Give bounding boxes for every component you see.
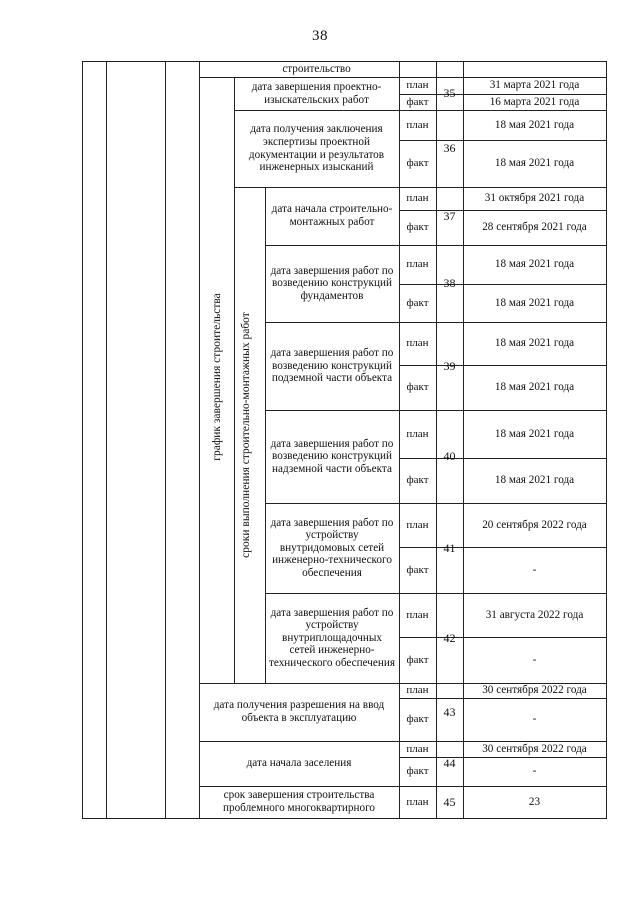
fact-label: факт [406,474,429,487]
row-number: 41 [443,540,456,555]
plan-label: план [406,742,429,755]
row-number: 45 [443,794,456,809]
plan-label: план [406,795,429,808]
fact-label: факт [406,95,429,108]
plan-date: 31 марта 2021 года [489,79,580,92]
row-label: дата завершения проектно-изыскательских работ [251,80,382,106]
page-number: 38 [312,28,328,44]
plan-label: план [406,684,429,697]
column-divider [165,61,166,818]
fact-date: 18 мая 2021 года [494,474,575,487]
plan-date: 30 сентября 2022 года [482,742,587,755]
row-label: дата начала строительно-монтажных работ [271,203,393,228]
row-number: 40 [443,449,456,464]
row-number: 36 [443,141,456,156]
plan-date: 18 мая 2021 года [494,258,575,271]
plan-date: 31 октября 2021 года [484,192,585,205]
plan-label: план [406,518,429,531]
plan-date: 30 сентября 2022 года [482,684,587,697]
fact-label: факт [406,381,429,394]
plan-value: 23 [528,795,541,808]
plan-date: 31 августа 2022 года [485,608,584,621]
row-label: дата завершения работ по возведению конструкций подземной части объекта [270,347,394,385]
row-label: дата завершения работ по возведению конструкций надземной части объекта [270,437,394,475]
plan-label: план [406,337,429,350]
table-border-bottom [82,818,607,819]
table-border-left [82,61,83,818]
fact-label: факт [406,157,429,170]
row-number: 38 [443,276,456,291]
row-label: дата завершения работ по устройству внутридомовых сетей инженерно-технического обеспечения [270,516,394,579]
plan-label: план [406,258,429,271]
row-label: срок завершения строительства проблемного многоквартирного [223,789,375,814]
fact-date: - [532,563,537,576]
plan-label: план [406,427,429,440]
schedule-group-label: график завершения строительства [211,293,223,461]
plan-label: план [406,79,429,92]
row-label: строительство [282,62,351,75]
fact-date: 18 мая 2021 года [494,296,575,309]
row-number: 37 [443,208,456,223]
row-label: дата получения заключения экспертизы проектной документации и результатов инженерных изысканий [248,123,385,174]
fact-date: - [532,713,537,726]
fact-label: факт [406,765,429,778]
fact-label: факт [406,296,429,309]
column-divider [106,61,107,818]
fact-label: факт [406,713,429,726]
row-number: 44 [443,756,456,771]
table-border-right [606,61,607,818]
fact-label: факт [406,221,429,234]
plan-label: план [406,608,429,621]
row-number: 39 [443,358,456,373]
fact-date: 16 марта 2021 года [489,95,580,108]
fact-date: 18 мая 2021 года [494,157,575,170]
row-label: дата начала заселения [246,757,352,770]
row-number: 42 [443,630,456,645]
plan-label: план [406,192,429,205]
row-number: 35 [443,86,456,101]
fact-date: 18 мая 2021 года [494,381,575,394]
row-label: дата получения разрешения на ввод объекта в эксплуатацию [213,699,385,724]
fact-date: - [532,765,537,778]
plan-date: 18 мая 2021 года [494,118,575,131]
plan-date: 18 мая 2021 года [494,427,575,440]
fact-date: - [532,653,537,666]
row-label: дата завершения работ по возведению конструкций фундаментов [270,264,394,302]
plan-date: 20 сентября 2022 года [482,518,587,531]
plan-label: план [406,118,429,131]
fact-label: факт [406,653,429,666]
row-number: 43 [443,704,456,719]
plan-date: 18 мая 2021 года [494,337,575,350]
fact-date: 28 сентября 2021 года [482,221,587,234]
construction-terms-group-label: сроки выполнения строительно-монтажных работ [240,312,252,558]
row-label: дата завершения работ по устройству внутриплощадочных сетей инженерно-технического обеспечения [268,606,395,669]
fact-label: факт [406,563,429,576]
